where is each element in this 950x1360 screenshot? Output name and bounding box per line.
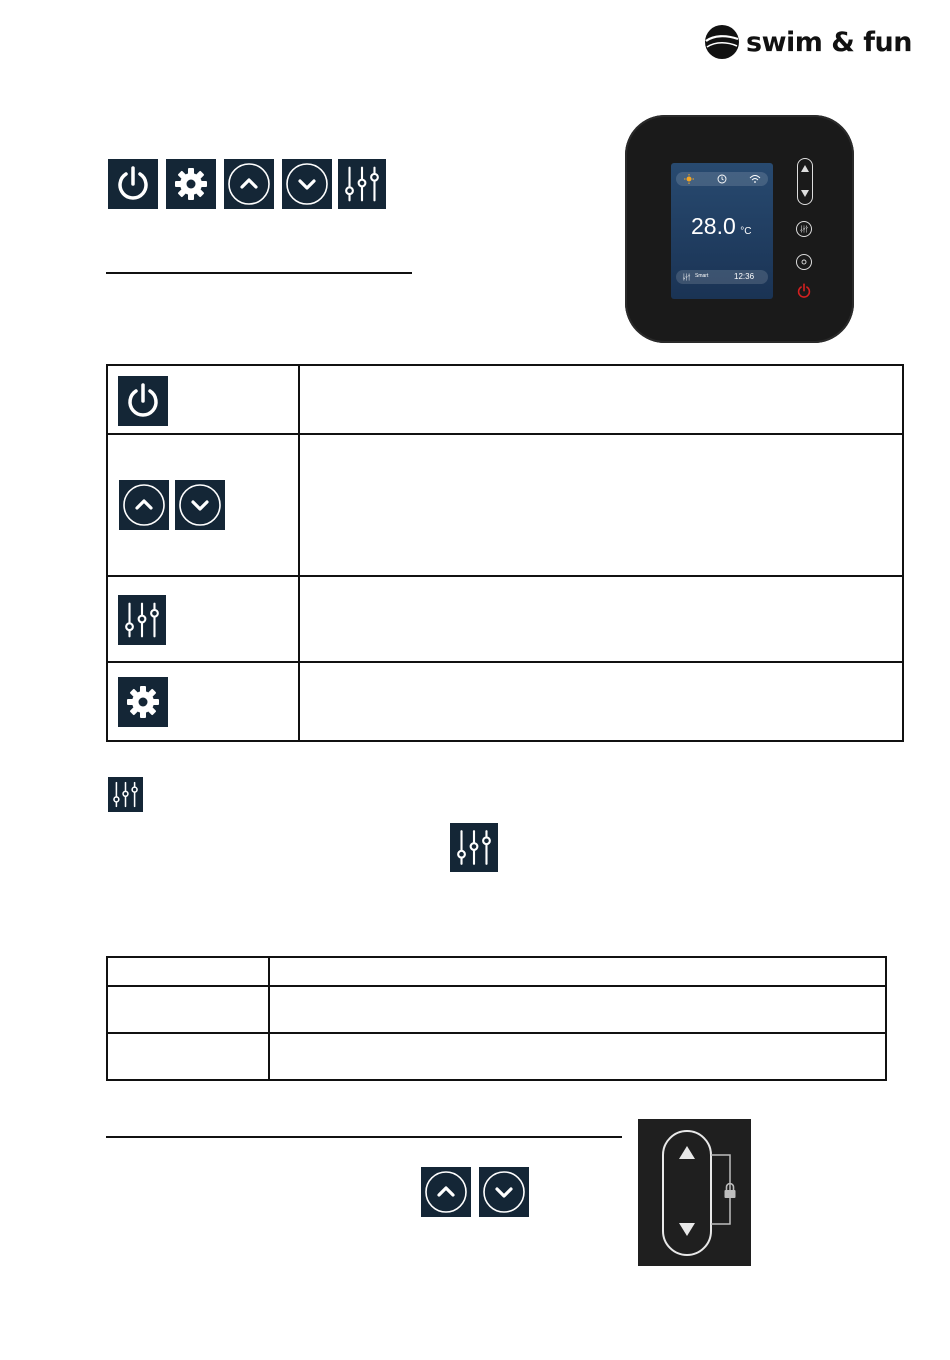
lock-rocker-image: [638, 1119, 751, 1266]
up-down-rocker: [797, 158, 813, 205]
clock-time: 12:36: [734, 272, 755, 281]
power-icon: [118, 376, 168, 426]
controller-device: [625, 115, 854, 343]
mode-label: Smart: [695, 273, 709, 279]
rocker-down-icon: [801, 190, 809, 197]
screen-temperature: [691, 213, 751, 240]
table-divider: [108, 433, 902, 435]
ball-logo-icon: [704, 24, 740, 60]
mode-button: [796, 254, 812, 270]
rocker-up-icon: [801, 165, 809, 172]
function-table: [106, 364, 904, 742]
triangle-down-icon: [679, 1223, 695, 1236]
table-divider: [268, 958, 270, 1079]
table-divider: [298, 366, 300, 740]
brand-name: swim & fun: [746, 26, 912, 58]
clock-icon: [717, 174, 727, 184]
arrow-down-icon: [175, 480, 225, 530]
brand-logo: [704, 22, 912, 62]
arrow-up-icon: [421, 1167, 471, 1217]
wifi-icon: [749, 174, 761, 184]
table-divider: [108, 1032, 885, 1034]
temperature-value: 28.0: [691, 213, 736, 239]
table-divider: [108, 575, 902, 577]
table-divider: [108, 661, 902, 663]
padlock-icon: [723, 1182, 737, 1199]
sliders-icon: [108, 777, 143, 812]
table-divider: [108, 985, 885, 987]
mode-button-icon: [800, 258, 808, 266]
arrow-up-icon: [224, 159, 274, 209]
sliders-icon: [118, 595, 166, 645]
power-icon: [108, 159, 158, 209]
sliders-button-icon: [799, 224, 809, 234]
heading-underline: [106, 1136, 622, 1138]
arrow-down-icon: [282, 159, 332, 209]
controller-screen: [671, 163, 773, 299]
sun-icon: [684, 174, 694, 184]
sliders-icon: [338, 159, 386, 209]
gear-icon: [118, 677, 168, 727]
power-button: [795, 282, 813, 300]
gear-icon: [166, 159, 216, 209]
arrow-down-icon: [479, 1167, 529, 1217]
temperature-unit: °C: [740, 226, 752, 237]
screen-bottom-bar: [676, 270, 768, 284]
sliders-button: [796, 221, 812, 237]
sliders-mini-icon: [681, 272, 692, 282]
sliders-icon: [450, 823, 498, 872]
screen-top-bar: [676, 172, 768, 186]
mode-table: [106, 956, 887, 1081]
heading-underline: [106, 272, 412, 274]
triangle-up-icon: [679, 1146, 695, 1159]
arrow-up-icon: [119, 480, 169, 530]
